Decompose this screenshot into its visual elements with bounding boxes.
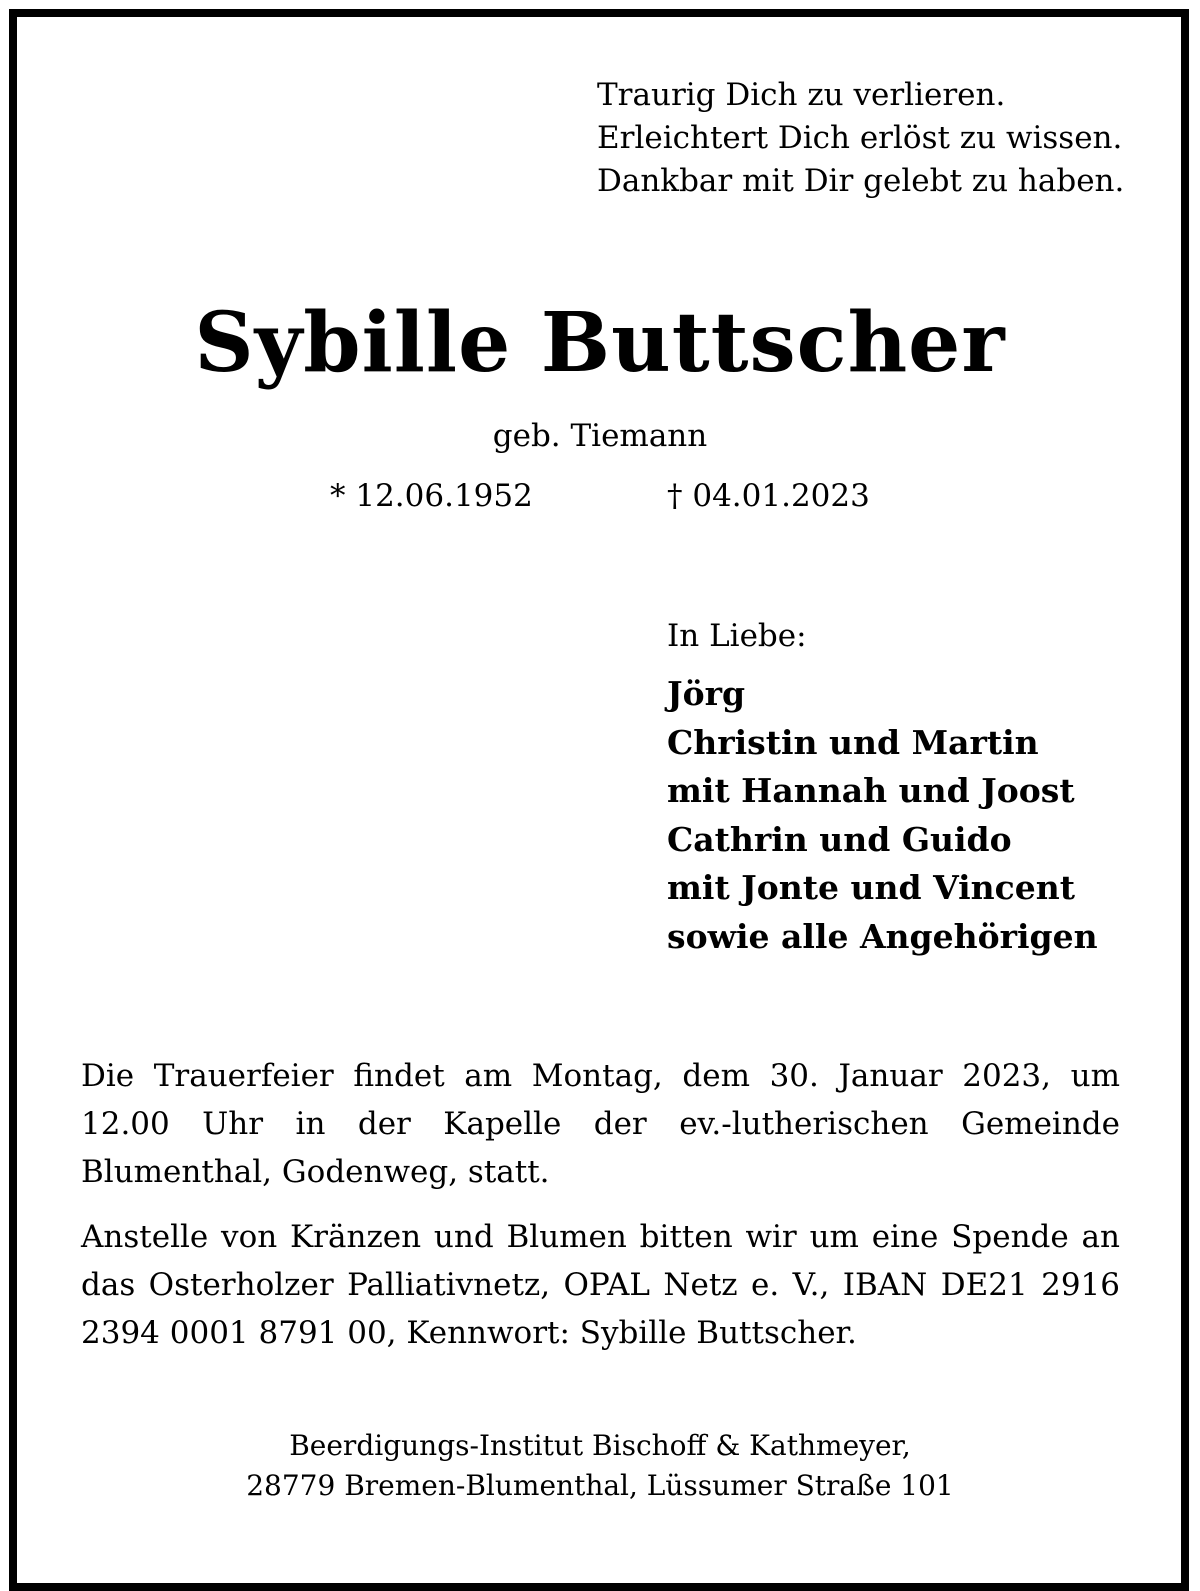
death-date: † 04.01.2023 bbox=[667, 478, 870, 514]
mourner-name: mit Hannah und Joost bbox=[667, 771, 1075, 811]
deceased-name: Sybille Buttscher bbox=[194, 295, 1006, 391]
mourners-list bbox=[667, 670, 1098, 962]
mourner-name: sowie alle Angehörigen bbox=[667, 916, 1098, 956]
funeral-home-name: Beerdigungs-Institut Bischoff & Kathmeyer, bbox=[289, 1429, 911, 1462]
birth-date: * 12.06.1952 bbox=[330, 478, 533, 514]
mourner-name: Cathrin und Guido bbox=[667, 819, 1012, 859]
motto-line: Dankbar mit Dir gelebt zu haben. bbox=[597, 163, 1125, 199]
mourner-name: Jörg bbox=[667, 674, 746, 713]
mourners-label: In Liebe: bbox=[667, 618, 807, 654]
motto-line: Erleichtert Dich erlöst zu wissen. bbox=[597, 120, 1123, 156]
maiden-name: geb. Tiemann bbox=[492, 418, 708, 454]
funeral-home bbox=[0, 1426, 1200, 1506]
funeral-home-address: 28779 Bremen-Blumenthal, Lüssumer Straße 101 bbox=[246, 1469, 954, 1502]
ceremony-paragraph: Die Trauerfeier findet am Montag, dem 30. Januar 2023, um 12.00 Uhr in der Kapelle der ev.-lutherischen Gemeinde Blumenthal, Godenweg, statt. bbox=[81, 1058, 1120, 1190]
donation-paragraph: Anstelle von Kränzen und Blumen bitten wir um eine Spende an das Osterholzer Palliativnetz, OPAL Netz e. V., IBAN DE21 2916 2394 0001 8791 00, Kennwort: Sybille Buttscher. bbox=[81, 1219, 1120, 1351]
mourner-name: Christin und Martin bbox=[667, 722, 1039, 762]
mourner-name: mit Jonte und Vincent bbox=[667, 868, 1075, 908]
motto-line: Traurig Dich zu verlieren. bbox=[597, 77, 1006, 113]
motto bbox=[597, 74, 1124, 203]
